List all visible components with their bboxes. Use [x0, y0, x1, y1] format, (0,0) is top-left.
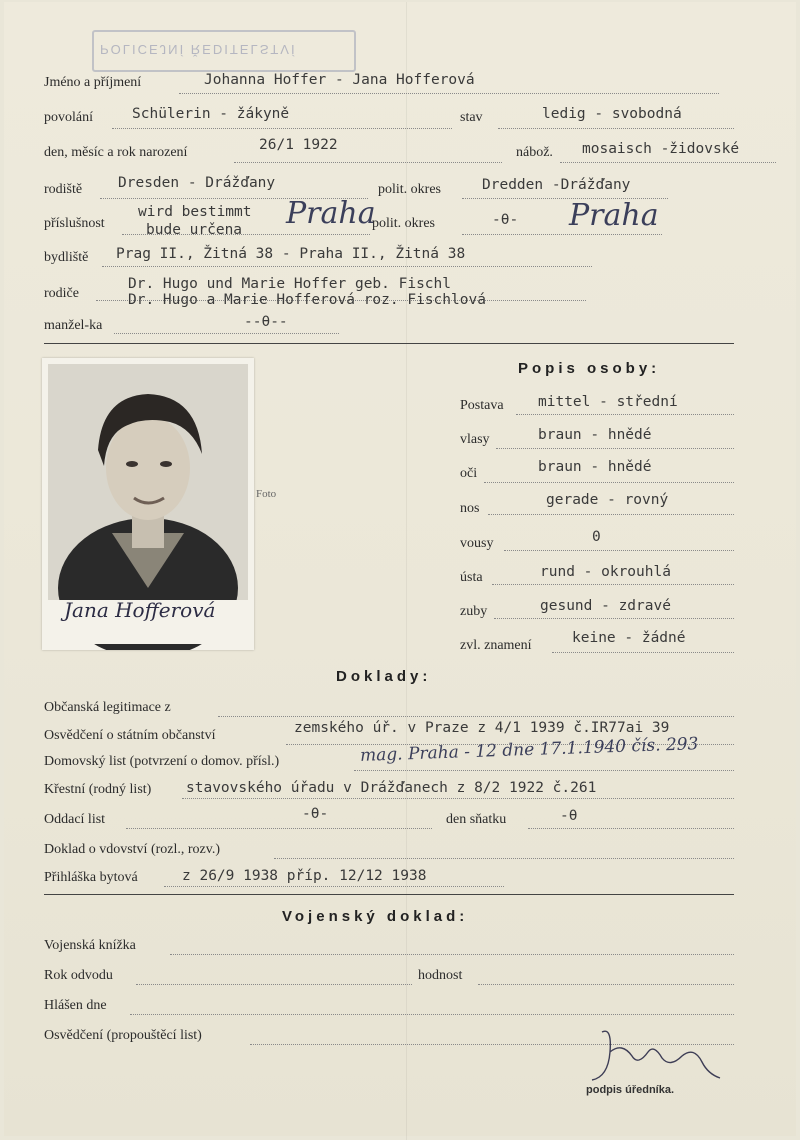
- label-housing: Přihláška bytová: [44, 870, 138, 885]
- description-title: Popis osoby:: [518, 360, 661, 377]
- handwritten-district: Praha: [569, 198, 659, 233]
- label-military-book: Vojenská knížka: [44, 938, 136, 953]
- value-citizenship-cert: zemského úř. v Praze z 4/1 1939 č.IR77ai 39: [294, 720, 670, 736]
- label-occupation: povolání: [44, 110, 93, 125]
- value-parents-de: Dr. Hugo und Marie Hoffer geb. Fischl: [128, 276, 452, 292]
- value-parents-cz: Dr. Hugo a Marie Hofferová roz. Fischlová: [128, 292, 486, 308]
- label-civic-id: Občanská legitimace z: [44, 700, 171, 715]
- label-nose: nos: [460, 501, 480, 516]
- label-discharge: Osvědčení (propouštěcí list): [44, 1028, 202, 1043]
- label-beard: vousy: [460, 536, 494, 551]
- label-citizenship-cert: Osvědčení o státním občanství: [44, 728, 216, 743]
- label-hair: vlasy: [460, 432, 490, 447]
- label-religion: nábož.: [516, 145, 553, 160]
- signature-label: podpis úředníka.: [586, 1084, 675, 1096]
- value-nose: gerade - rovný: [546, 492, 669, 508]
- label-citizenship: příslušnost: [44, 216, 105, 231]
- photo-signature: Jana Hofferová: [64, 598, 216, 622]
- label-marriage-cert: Oddací list: [44, 812, 106, 827]
- handwritten-citizenship: Praha: [286, 196, 376, 231]
- value-build: mittel - střední: [538, 394, 678, 410]
- value-birth-cert: stavovského úřadu v Drážďanech z 8/2 1922 č.261: [186, 780, 597, 796]
- label-district-2: polit. okres: [372, 216, 435, 231]
- value-citizenship-de: wird bestimmt: [138, 204, 252, 220]
- label-reported: Hlášen dne: [44, 998, 107, 1013]
- value-beard: 0: [592, 529, 601, 545]
- value-teeth: gesund - zdravé: [540, 598, 671, 614]
- label-birth-cert: Křestní (rodný list): [44, 782, 152, 797]
- label-parents: rodiče: [44, 286, 79, 301]
- label-rank: hodnost: [418, 968, 463, 983]
- divider-1: [44, 343, 734, 344]
- label-marks: zvl. znamení: [460, 638, 532, 653]
- label-domicile: Domovský list (potvrzení o domov. přísl.): [44, 754, 280, 769]
- label-widowhood: Doklad o vdovství (rozl., rozv.): [44, 842, 220, 857]
- value-wedding-date: -θ: [560, 808, 578, 824]
- value-mouth: rund - okrouhlá: [540, 564, 671, 580]
- label-spouse: manžel-ka: [44, 318, 103, 333]
- label-district: polit. okres: [378, 182, 441, 197]
- value-spouse: --θ--: [244, 314, 288, 330]
- value-residence: Prag II., Žitná 38 - Praha II., Žitná 38: [116, 246, 466, 262]
- value-eyes: braun - hnědé: [538, 459, 652, 475]
- documents-title: Doklady:: [336, 668, 432, 685]
- value-religion: mosaisch -židovské: [582, 141, 740, 157]
- value-housing: z 26/9 1938 příp. 12/12 1938: [182, 868, 427, 884]
- stamp-text: POLICEJNÍ ŘEDITELSTVÍ: [100, 42, 297, 57]
- label-residence: bydliště: [44, 250, 89, 265]
- value-marriage-cert: -θ-: [302, 806, 329, 822]
- label-draft-year: Rok odvodu: [44, 968, 113, 983]
- official-signature: [582, 1022, 722, 1092]
- value-hair: braun - hnědé: [538, 427, 652, 443]
- label-name: Jméno a příjmení: [44, 75, 142, 90]
- value-birthdate: 26/1 1922: [259, 137, 338, 153]
- value-district-2: -θ-: [492, 212, 519, 228]
- military-title: Vojenský doklad:: [282, 908, 469, 925]
- divider-2: [44, 894, 734, 895]
- value-name: Johanna Hoffer - Jana Hofferová: [204, 72, 475, 88]
- value-marks: keine - žádné: [572, 630, 686, 646]
- label-mouth: ústa: [460, 570, 483, 585]
- value-domicile: mag. Praha - 12 dne 17.1.1940 čís. 293: [359, 734, 699, 766]
- value-citizenship-cz: bude určena: [146, 222, 243, 238]
- value-birthplace: Dresden - Drážďany: [118, 175, 276, 191]
- value-status: ledig - svobodná: [542, 106, 682, 122]
- fold-line: [406, 2, 407, 1140]
- label-status: stav: [460, 110, 483, 125]
- label-eyes: oči: [460, 466, 478, 481]
- value-occupation: Schülerin - žákyně: [132, 106, 290, 122]
- label-birthplace: rodiště: [44, 182, 83, 197]
- label-wedding-date: den sňatku: [446, 812, 507, 827]
- label-teeth: zuby: [460, 604, 488, 619]
- value-district: Dredden -Drážďany: [482, 177, 631, 193]
- label-build: Postava: [460, 398, 504, 413]
- photo-caption: Foto: [256, 488, 277, 500]
- registration-card: [4, 2, 796, 1136]
- portrait-photo: [42, 358, 254, 650]
- label-birthdate: den, měsíc a rok narození: [44, 145, 188, 160]
